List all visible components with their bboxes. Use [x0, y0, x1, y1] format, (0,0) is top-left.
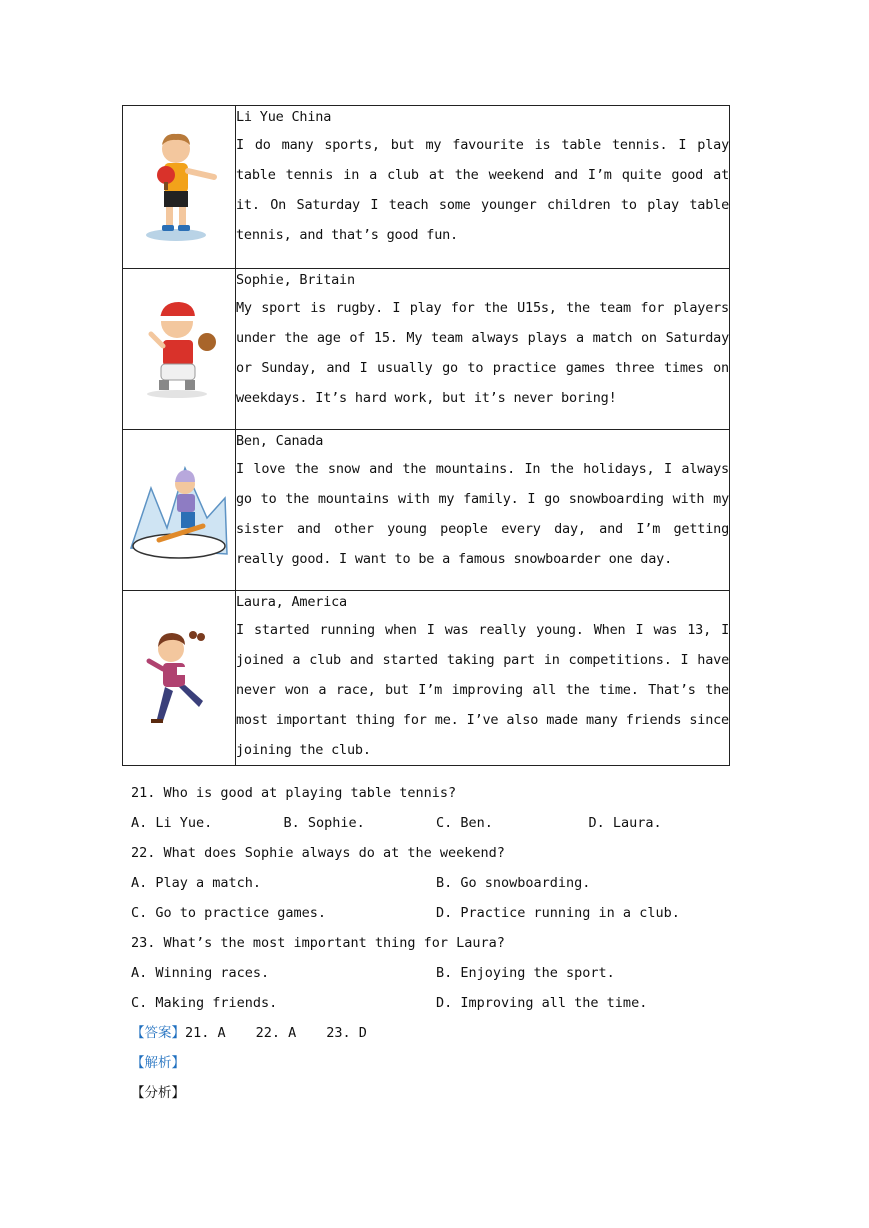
analysis-label: 【解析】 [131, 1055, 185, 1071]
options-row [131, 808, 741, 838]
passage-name: Laura, America [236, 594, 347, 610]
passage-text-cell [236, 269, 730, 430]
questions-section [131, 778, 741, 1108]
question-stem: 23. What’s the most important thing for Laura? [131, 935, 505, 951]
option-c: C. Go to practice games. [131, 905, 327, 921]
options-row [131, 958, 741, 988]
options-row [131, 868, 741, 898]
picture-cell [123, 269, 236, 430]
passage-text-cell [236, 591, 730, 766]
passage-body: I started running when I was really young. When I was 13, I joined a club and started taking part in competitions. I have never won a race, but I’m improving all the time. That’s the most important thing for me. I’ve also made many friends since joining the club. [236, 622, 729, 758]
option-c: C. Ben. [436, 815, 493, 831]
passage-text-cell [236, 106, 730, 269]
option-d: D. Improving all the time. [436, 995, 648, 1011]
passage-name: Li Yue China [236, 109, 332, 125]
option-a: A. Li Yue. [131, 815, 213, 831]
picture-cell [123, 106, 236, 269]
passage-row [123, 106, 730, 269]
fenxi-line [131, 1078, 741, 1108]
option-d: D. Laura. [588, 815, 662, 831]
analysis-line [131, 1048, 741, 1078]
passage-text-cell [236, 430, 730, 591]
answer-value: 21. A [185, 1025, 226, 1041]
options-row [131, 898, 741, 928]
passage-body: I do many sports, but my favourite is table tennis. I play table tennis in a club at the weekend and I’m quite good at it. On Saturday I teach some younger children to play table tennis, and that’s good fun. [236, 137, 729, 243]
reading-table [122, 105, 730, 766]
rugby-player-image [133, 294, 225, 404]
question-stem: 21. Who is good at playing table tennis? [131, 785, 457, 801]
passage-body: I love the snow and the mountains. In the holidays, I always go to the mountains with my family. I go snowboarding with my sister and other young people every day, and I’m getting really good. I want to be a famous snowboarder one day. [236, 461, 729, 567]
passage-body: My sport is rugby. I play for the U15s, the team for players under the age of 15. My team always plays a match on Saturday or Sunday, and I usually go to practice games three times on weekdays. It’s hard work, but it’s never boring! [236, 300, 729, 406]
picture-cell [123, 430, 236, 591]
options-row [131, 988, 741, 1018]
option-a: A. Play a match. [131, 875, 262, 891]
answer-label: 【答案】 [131, 1025, 185, 1041]
passage-row [123, 591, 730, 766]
picture-cell [123, 591, 236, 766]
option-a: A. Winning races. [131, 965, 270, 981]
option-d: D. Practice running in a club. [436, 905, 680, 921]
passage-name: Ben, Canada [236, 433, 324, 449]
question-stem: 22. What does Sophie always do at the weekend? [131, 845, 505, 861]
passage-name: Sophie, Britain [236, 272, 355, 288]
running-girl-image [139, 623, 219, 733]
fenxi-label: 【分析】 [131, 1085, 185, 1101]
passage-row [123, 430, 730, 591]
answer-line [131, 1018, 741, 1048]
option-c: C. Making friends. [131, 995, 278, 1011]
answer-value: 22. A [255, 1025, 297, 1041]
table-tennis-boy-image [134, 127, 224, 247]
option-b: B. Go snowboarding. [436, 875, 591, 891]
option-b: B. Sophie. [283, 815, 365, 831]
snowboarder-image [129, 458, 229, 562]
passage-row [123, 269, 730, 430]
answer-value: 23. D [326, 1025, 367, 1041]
option-b: B. Enjoying the sport. [436, 965, 615, 981]
